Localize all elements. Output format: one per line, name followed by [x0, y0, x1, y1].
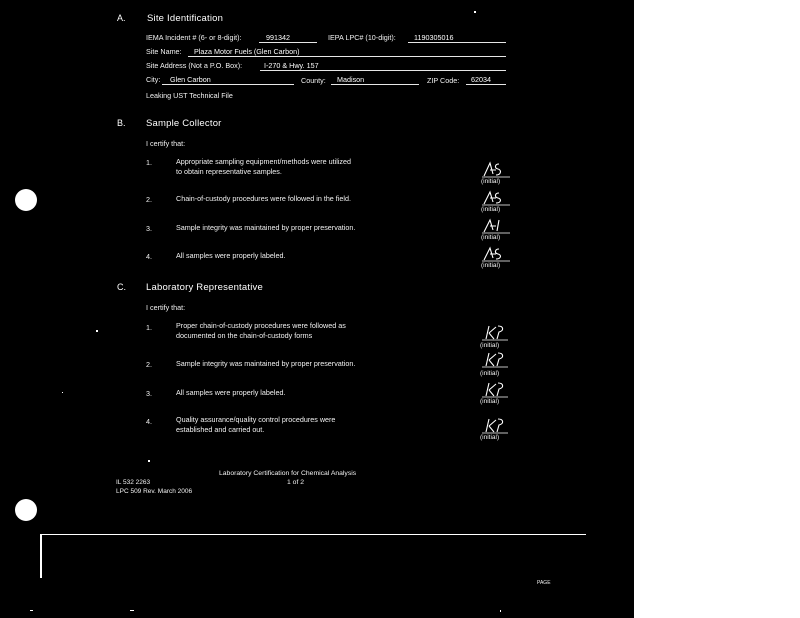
section-b-letter: B. — [117, 118, 126, 128]
zip-value: 62034 — [471, 75, 491, 84]
county-value: Madison — [337, 75, 365, 84]
b-item-2-num: 2. — [146, 195, 152, 204]
lpc-value: 1190305016 — [414, 33, 454, 42]
footer-doc-title: Laboratory Certification for Chemical Analysis — [219, 470, 357, 477]
b-item-1-initial-label: (initial) — [481, 178, 501, 185]
address-underline — [260, 70, 506, 71]
punch-hole-lower — [15, 499, 37, 521]
c-item-4-initials-signature — [482, 416, 510, 434]
footer-form-revision: LPC 509 Rev. March 2006 — [116, 488, 193, 495]
b-item-2-initial-label: (initial) — [481, 206, 501, 213]
footer-page-number: 1 of 2 — [287, 479, 305, 486]
b-item-4-num: 4. — [146, 252, 152, 261]
section-b-certify: I certify that: — [146, 139, 186, 148]
scan-speck — [62, 392, 63, 393]
incident-value: 991342 — [266, 33, 290, 42]
site-name-underline — [188, 56, 506, 57]
section-c-letter: C. — [117, 282, 126, 292]
city-value: Glen Carbon — [170, 75, 211, 84]
technical-file-label: Leaking UST Technical File — [146, 91, 233, 100]
b-item-3-initial-label: (initial) — [481, 234, 501, 241]
b-item-3-line1: Sample integrity was maintained by proper preservation. — [176, 223, 356, 232]
address-label: Site Address (Not a P.O. Box): — [146, 61, 243, 70]
b-item-4-initials-signature — [482, 246, 512, 262]
site-name-label: Site Name: — [146, 47, 182, 56]
page-edge-vertical — [40, 534, 42, 578]
section-b-title: Sample Collector — [146, 118, 222, 129]
site-name-value: Plaza Motor Fuels (Glen Carbon) — [194, 47, 300, 56]
scan-speck — [148, 460, 150, 462]
b-item-3-num: 3. — [146, 224, 152, 233]
b-item-2-initials-signature — [482, 190, 512, 206]
punch-hole-upper — [15, 189, 37, 211]
section-a-letter: A. — [117, 13, 126, 23]
c-item-1-line1: Proper chain-of-custody procedures were followed as — [176, 321, 346, 330]
city-label: City: — [146, 75, 161, 84]
b-item-1-num: 1. — [146, 158, 152, 167]
city-underline — [162, 84, 294, 85]
c-item-1-line2: documented on the chain-of-custody forms — [176, 331, 313, 340]
c-item-3-num: 3. — [146, 389, 152, 398]
c-item-2-initials-signature — [482, 350, 510, 368]
scan-speck — [500, 610, 501, 612]
section-c-title: Laboratory Representative — [146, 282, 263, 293]
section-c-certify: I certify that: — [146, 303, 186, 312]
page-stamp: PAGE — [537, 580, 551, 586]
footer-form-id: IL 532 2263 — [116, 479, 151, 486]
zip-underline — [466, 84, 506, 85]
lpc-label: IEPA LPC# (10-digit): — [328, 33, 396, 42]
address-value: I-270 & Hwy. 157 — [264, 61, 319, 70]
zip-label: ZIP Code: — [427, 76, 460, 85]
scan-speck — [130, 610, 134, 611]
c-item-1-initial-label: (initial) — [480, 342, 500, 349]
b-item-1-line1: Appropriate sampling equipment/methods were utilized — [176, 157, 351, 166]
county-label: County: — [301, 76, 326, 85]
c-item-4-line1: Quality assurance/quality control procedures were — [176, 415, 336, 424]
c-item-2-num: 2. — [146, 360, 152, 369]
c-item-4-num: 4. — [146, 417, 152, 426]
incident-underline — [259, 42, 317, 43]
page-edge-horizontal — [40, 534, 586, 535]
county-underline — [331, 84, 419, 85]
c-item-3-line1: All samples were properly labeled. — [176, 388, 286, 397]
b-item-4-initial-label: (initial) — [481, 262, 501, 269]
scan-speck — [474, 11, 476, 13]
b-item-2-line1: Chain-of-custody procedures were followed in the field. — [176, 194, 351, 203]
b-item-1-line2: to obtain representative samples. — [176, 167, 282, 176]
c-item-2-initial-label: (initial) — [480, 370, 500, 377]
c-item-4-initial-label: (initial) — [480, 434, 500, 441]
scan-speck — [30, 610, 33, 611]
section-a-title: Site Identification — [147, 13, 224, 24]
b-item-1-initials-signature — [482, 160, 512, 178]
b-item-4-line1: All samples were properly labeled. — [176, 251, 286, 260]
c-item-3-initials-signature — [482, 380, 510, 398]
lpc-underline — [408, 42, 506, 43]
c-item-2-line1: Sample integrity was maintained by proper preservation. — [176, 359, 356, 368]
b-item-3-initials-signature — [482, 218, 512, 234]
c-item-1-initials-signature — [482, 323, 510, 341]
incident-label: IEMA Incident # (6- or 8-digit): — [146, 33, 242, 42]
scan-speck — [96, 330, 98, 332]
c-item-4-line2: established and carried out. — [176, 425, 265, 434]
c-item-3-initial-label: (initial) — [480, 398, 500, 405]
c-item-1-num: 1. — [146, 323, 152, 332]
